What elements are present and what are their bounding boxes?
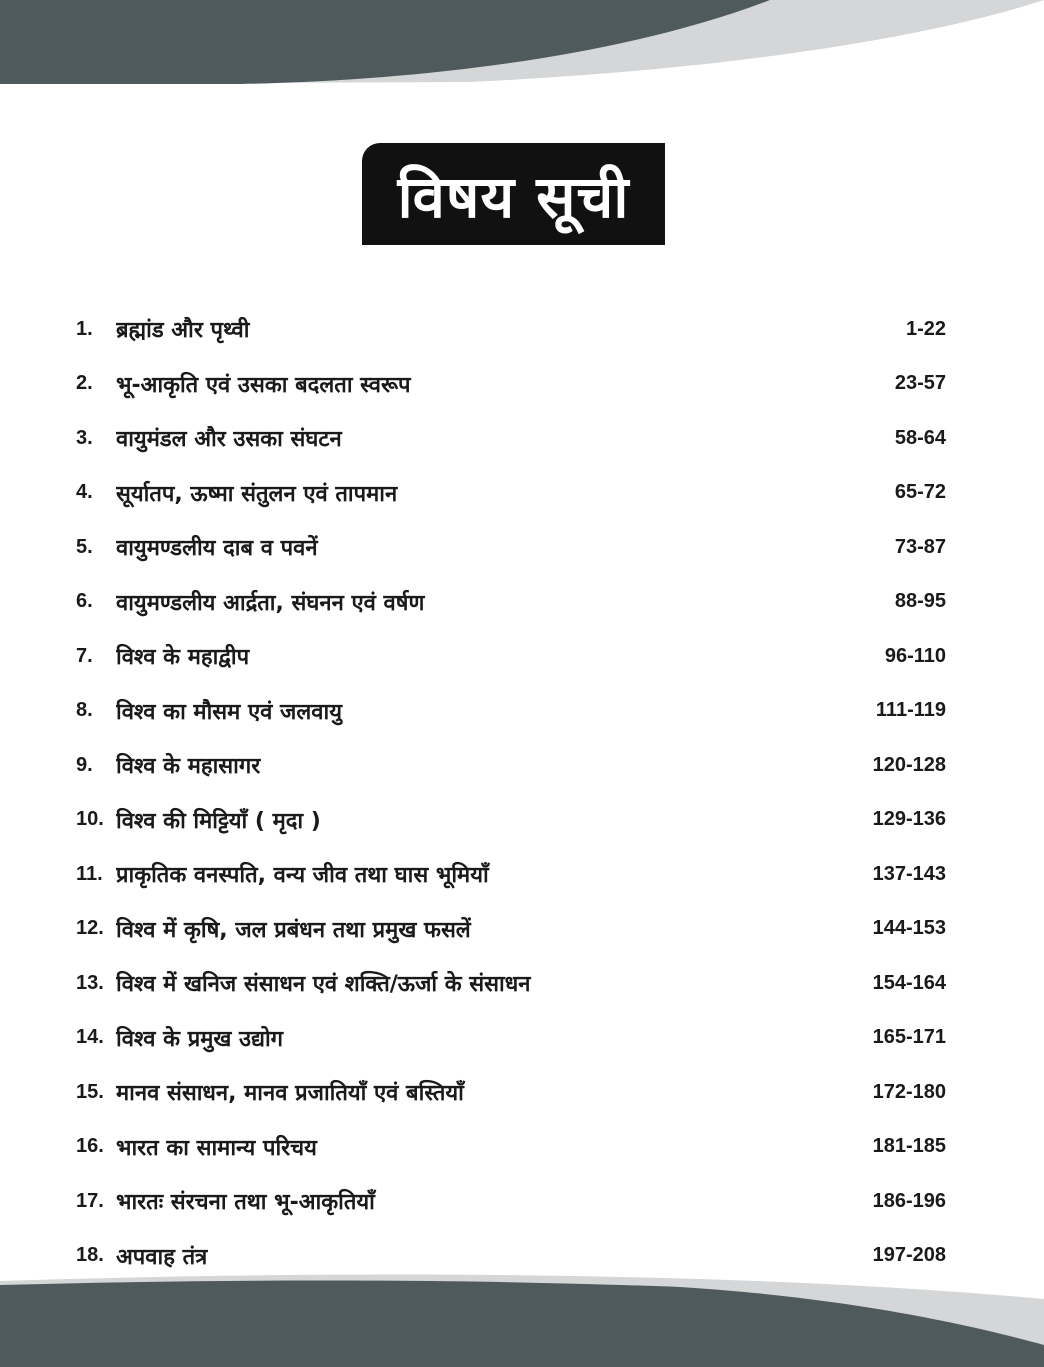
- page-title: विषय सूची: [397, 162, 630, 231]
- toc-row: [76, 1065, 946, 1120]
- toc-number: 17.: [76, 1189, 104, 1212]
- toc-page-range: 96-110: [884, 644, 946, 667]
- toc-row: [76, 466, 946, 521]
- toc-number: 13.: [76, 971, 104, 994]
- toc-row: [76, 575, 946, 630]
- toc-number: 11.: [76, 862, 103, 885]
- toc-row: [76, 1120, 946, 1175]
- toc-number: 15.: [76, 1080, 104, 1103]
- toc-page-range: 186-196: [872, 1189, 946, 1212]
- toc-page-range: 154-164: [872, 971, 946, 994]
- toc-chapter-title: ब्रह्मांड और पृथ्वी: [116, 318, 250, 344]
- toc-page-range: 165-171: [872, 1026, 946, 1049]
- toc-number: 4.: [76, 481, 93, 504]
- toc-chapter-title: सूर्यातप, ऊष्मा संतुलन एवं तापमान: [116, 481, 398, 507]
- toc-page-range: 120-128: [872, 753, 946, 776]
- toc-chapter-title: मानव संसाधन, मानव प्रजातियाँ एवं बस्तियाँ: [116, 1081, 464, 1107]
- toc-row: [76, 302, 946, 357]
- toc-page-range: 111-119: [875, 699, 946, 722]
- toc-chapter-title: प्राकृतिक वनस्पति, वन्य जीव तथा घास भूमियाँ: [116, 863, 489, 889]
- toc-page-range: 181-185: [872, 1135, 946, 1158]
- toc-row: [76, 411, 946, 466]
- toc-page-range: 73-87: [894, 535, 946, 558]
- toc-page-range: 23-57: [894, 372, 946, 395]
- toc-row: [76, 847, 946, 902]
- toc-chapter-title: विश्व का मौसम एवं जलवायु: [116, 699, 342, 725]
- toc-chapter-title: भारत का सामान्य परिचय: [116, 1135, 317, 1161]
- toc-row: [76, 793, 946, 848]
- toc-chapter-title: वायुमंडल और उसका संघटन: [116, 427, 342, 453]
- toc-page-range: 172-180: [872, 1080, 946, 1103]
- toc-page-range: 129-136: [872, 808, 946, 831]
- toc-chapter-title: विश्व में खनिज संसाधन एवं शक्ति/ऊर्जा के संसाधन: [116, 972, 531, 998]
- toc-chapter-title: विश्व के महाद्वीप: [116, 645, 250, 671]
- toc-chapter-title: भू-आकृति एवं उसका बदलता स्वरूप: [116, 372, 411, 398]
- toc-number: 12.: [76, 917, 104, 940]
- toc-chapter-title: वायुमण्डलीय दाब व पवनें: [116, 536, 318, 562]
- toc-chapter-title: विश्व में कृषि, जल प्रबंधन तथा प्रमुख फसलें: [116, 917, 471, 943]
- top-decorative-band: [0, 0, 1044, 100]
- toc-row: [76, 902, 946, 957]
- toc-number: 10.: [76, 808, 104, 831]
- bottom-decorative-band: [0, 1267, 1044, 1367]
- toc-number: 2.: [76, 372, 93, 395]
- toc-number: 7.: [76, 644, 93, 667]
- toc-row: [76, 629, 946, 684]
- toc-chapter-title: वायुमण्डलीय आर्द्रता, संघनन एवं वर्षण: [116, 590, 425, 616]
- title-box: [362, 143, 665, 245]
- toc-page-range: 197-208: [872, 1244, 946, 1267]
- toc-row: [76, 1011, 946, 1066]
- toc-number: 5.: [76, 535, 93, 558]
- toc-row: [76, 738, 946, 793]
- toc-chapter-title: विश्व के प्रमुख उद्योग: [116, 1026, 284, 1052]
- toc-row: [76, 956, 946, 1011]
- toc-number: 14.: [76, 1026, 104, 1049]
- toc-number: 6.: [76, 590, 93, 613]
- toc-page-range: 1-22: [905, 317, 946, 340]
- toc-row: [76, 357, 946, 412]
- toc-number: 8.: [76, 699, 93, 722]
- toc-number: 9.: [76, 753, 93, 776]
- toc-number: 1.: [76, 317, 93, 340]
- toc-page-range: 65-72: [894, 481, 946, 504]
- toc-page-range: 58-64: [894, 426, 946, 449]
- toc-row: [76, 1174, 946, 1229]
- toc-chapter-title: विश्व की मिट्टियाँ ( मृदा ): [116, 808, 321, 834]
- toc-row: [76, 684, 946, 739]
- toc-chapter-title: अपवाह तंत्र: [116, 1244, 208, 1270]
- toc-page-range: 137-143: [872, 862, 946, 885]
- toc-number: 18.: [76, 1244, 104, 1267]
- toc-number: 3.: [76, 426, 93, 449]
- toc-page-range: 144-153: [872, 917, 946, 940]
- toc-chapter-title: भारतः संरचना तथा भू-आकृतियाँ: [116, 1190, 375, 1216]
- table-of-contents: [76, 302, 946, 1283]
- toc-page-range: 88-95: [894, 590, 946, 613]
- toc-number: 16.: [76, 1135, 104, 1158]
- toc-row: [76, 520, 946, 575]
- toc-chapter-title: विश्व के महासागर: [116, 754, 261, 780]
